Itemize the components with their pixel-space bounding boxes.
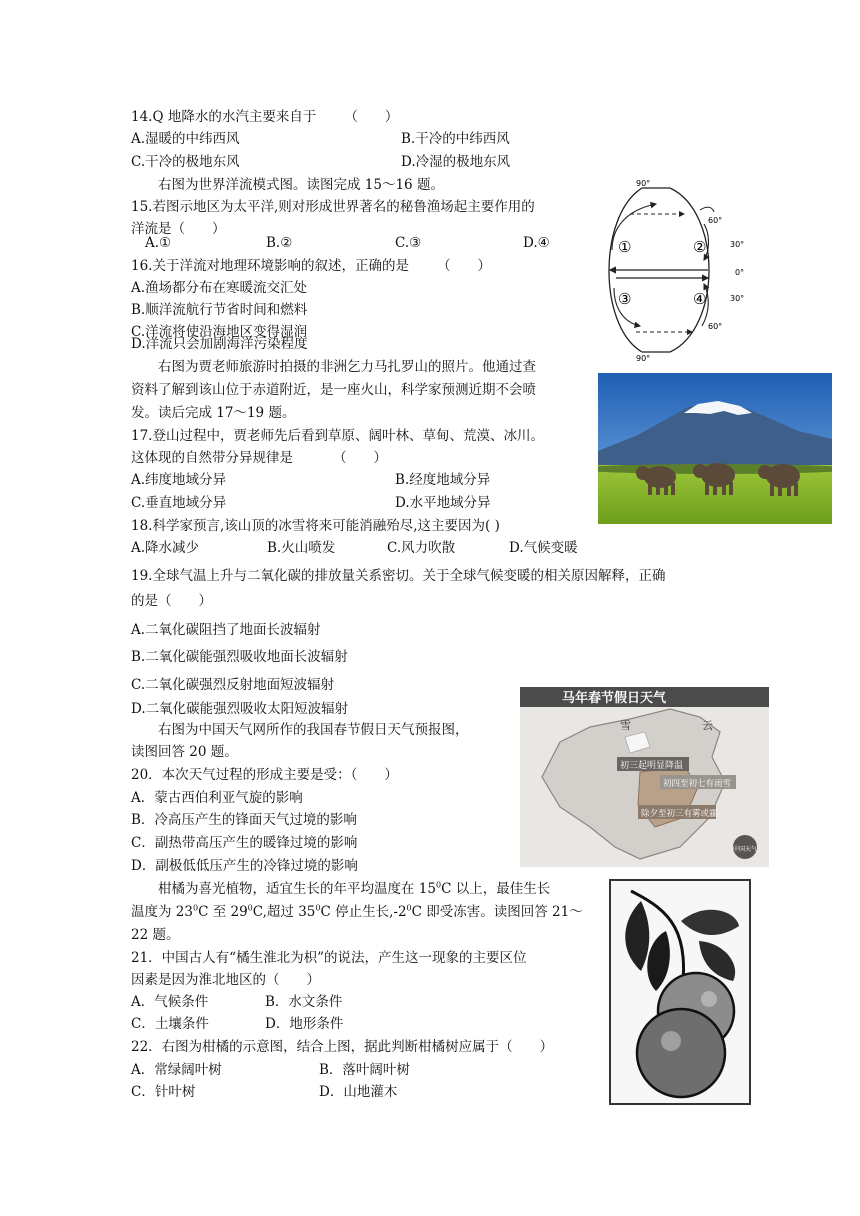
q19-option-a: A.二氧化碳阻挡了地面长波辐射: [131, 622, 321, 638]
q21-option-b: B．水文条件: [265, 994, 343, 1010]
kilimanjaro-photo: [598, 373, 832, 524]
q19-stem-line1: 19.全球气温上升与二氧化碳的排放量关系密切。关于全球气候变暖的相关原因解释，正确: [131, 568, 666, 584]
weather-map-banner: 马年春节假日天气: [562, 691, 667, 706]
q19-option-b: B.二氧化碳能强烈吸收地面长波辐射: [131, 649, 348, 665]
current-label-3: ③: [618, 290, 632, 308]
citrus-illustration: [609, 879, 751, 1105]
q22-option-c: C．针叶树: [131, 1084, 196, 1100]
q20-option-a: A．蒙古西伯利亚气旋的影响: [131, 790, 303, 806]
q19-option-d: D.二氧化碳能强烈吸收太阳短波辐射: [131, 701, 349, 717]
q15-option-c: C.③: [395, 235, 422, 251]
intro-21-line1: 柑橘为喜光植物，适宜生长的年平均温度在 $15^0C$ 以上，最佳生长: [158, 880, 551, 897]
weather-label-north: 初三起明显降温: [620, 761, 684, 771]
weather-label-cloud: 云: [702, 719, 713, 732]
q15-option-b: B.②: [266, 235, 293, 251]
q19-stem-line2: 的是（ ）: [131, 593, 212, 609]
q19-option-c: C.二氧化碳强烈反射地面短波辐射: [131, 677, 335, 693]
q16-stem: 16.关于洋流对地理环境影响的叙述，正确的是 （ ）: [131, 258, 491, 274]
q17-option-d: D.水平地域分异: [395, 495, 491, 511]
q21-stem-line1: 21．中国古人有“橘生淮北为枳”的说法，产生这一现象的主要区位: [131, 950, 527, 966]
current-label-4: ④: [693, 290, 707, 308]
q21-stem-line2: 因素是因为淮北地区的（ ）: [131, 972, 320, 988]
weather-label-snow: 雪: [620, 719, 631, 732]
q18-option-d: D.气候变暖: [509, 540, 578, 556]
ocean-current-diagram: [596, 176, 746, 362]
q15-option-a: A.①: [145, 235, 172, 251]
q15-stem-line2: 洋流是（ ）: [131, 221, 226, 237]
q22-option-b: B．落叶阔叶树: [319, 1062, 410, 1078]
q18-option-c: C.风力吹散: [387, 540, 456, 556]
q15-stem-line1: 15.若图示地区为太平洋,则对形成世界著名的秘鲁渔场起主要作用的: [131, 199, 535, 215]
lat-label: 30°: [730, 240, 745, 249]
q14-stem: 14.Q 地降水的水汽主要来自于 （ ）: [131, 109, 399, 125]
intro-21-line3: 22 题。: [131, 927, 180, 943]
weather-label-south: 除夕至初三有雾或霾: [641, 809, 718, 819]
lat-label: 0°: [735, 268, 745, 277]
q18-option-b: B.火山喷发: [267, 540, 336, 556]
current-label-1: ①: [618, 238, 632, 256]
q14-option-b: B.干冷的中纬西风: [401, 131, 510, 147]
intro-17-line1: 右图为贾老师旅游时拍摄的非洲乞力马扎罗山的照片。他通过查: [158, 359, 536, 375]
q20-option-b: B．冷高压产生的锋面天气过境的影响: [131, 812, 357, 828]
q20-option-c: C．副热带高压产生的暖锋过境的影响: [131, 835, 358, 851]
q17-option-b: B.经度地域分异: [395, 472, 491, 488]
q22-option-d: D．山地灌木: [319, 1084, 398, 1100]
q21-option-a: A．气候条件: [131, 994, 209, 1010]
q16-option-a: A.渔场都分布在寒暖流交汇处: [131, 280, 308, 296]
q17-option-a: A.纬度地域分异: [131, 472, 227, 488]
q16-option-c: C.洋流将使沿海地区变得湿润: [131, 324, 308, 340]
intro-17-line2: 资料了解到该山位于赤道附近，是一座火山，科学家预测近期不会喷: [131, 382, 536, 398]
q22-option-a: A．常绿阔叶树: [131, 1062, 222, 1078]
current-label-2: ②: [693, 238, 707, 256]
q22-stem: 22．右图为柑橘的示意图，结合上图，据此判断柑橘树应属于（ ）: [131, 1039, 554, 1055]
q16-option-b: B.顺洋流航行节省时间和燃料: [131, 302, 308, 318]
q18-stem: 18.科学家预言,该山顶的冰雪将来可能消融殆尽,这主要因为( ): [131, 518, 500, 534]
q15-option-d: D.④: [523, 235, 550, 251]
lat-label: 60°: [708, 322, 723, 331]
q14-option-d: D.冷湿的极地东风: [401, 154, 511, 170]
weather-map-badge: 中国天气: [733, 846, 758, 853]
intro-15: 右图为世界洋流模式图。读图完成 15～16 题。: [158, 177, 444, 193]
q17-option-c: C.垂直地域分异: [131, 495, 227, 511]
weather-label-east: 初四至初七有雨雪: [663, 779, 732, 789]
q18-option-a: A.降水减少: [131, 540, 200, 556]
q16-option-d: D.洋流只会加剧海洋污染程度: [131, 336, 308, 352]
intro-21-line2: 温度为 $23^0C$ 至 $29^0C$,超过 $35^0C$ 停止生长$,-2^0C$ 即受冻害。读图回答 21～: [131, 903, 583, 920]
lat-label: 30°: [730, 294, 745, 303]
lat-label: 90°: [636, 354, 651, 362]
q20-stem: 20．本次天气过程的形成主要是受：（ ）: [131, 767, 398, 783]
intro-17-line3: 发。读后完成 17～19 题。: [131, 405, 296, 421]
q21-option-d: D．地形条件: [265, 1016, 344, 1032]
q17-stem-line2: 这体现的自然带分异规律是 （ ）: [131, 450, 387, 466]
lat-label: 60°: [708, 216, 723, 225]
lat-label: 90°: [636, 179, 651, 188]
q21-option-c: C．土壤条件: [131, 1016, 209, 1032]
spring-festival-weather-map: [520, 687, 769, 867]
q14-option-c: C.干冷的极地东风: [131, 154, 240, 170]
q20-option-d: D．副极低低压产生的冷锋过境的影响: [131, 858, 358, 874]
intro-20-line2: 读图回答 20 题。: [131, 744, 238, 760]
q17-stem-line1: 17.登山过程中，贾老师先后看到草原、阔叶林、草甸、荒漠、冰川。: [131, 428, 544, 444]
q14-option-a: A.湿暖的中纬西风: [131, 131, 240, 147]
intro-20-line1: 右图为中国天气网所作的我国春节假日天气预报图，: [158, 722, 469, 738]
